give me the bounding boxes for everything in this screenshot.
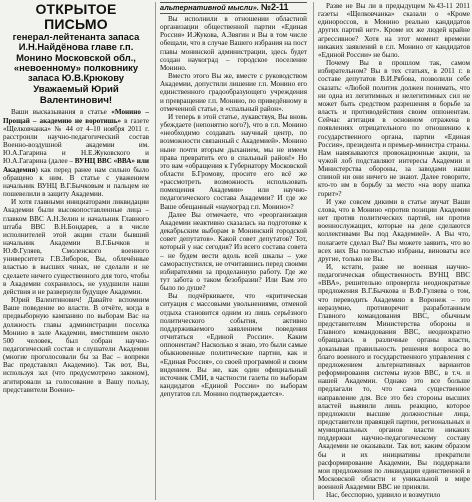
paragraph: Вместо этого Вы же, вместе с руководством Академии, допустили лишение г.п. Монино его единственного градообразующего учреждения и превращение г.п. Монино, по приведённому в отмеченной статье, в «спальный район». xyxy=(160,72,307,113)
column-divider xyxy=(155,2,156,500)
paragraph: Почему Вы в прошлом так, самом избирательном? Вы в тех статьях, в 2011 г. в составе депутатов В.И.Рябова, позволили себе сказать: «Любой политик должен понимать, что ни одна из легитимных и нелегитимных сил не может быть средством разрешения в борьбе за власть и противодействия своим оппонентам. Сейчас агитация в основном отражена в появлениях отрицательного по отношению к государственного органа, партии «Единая Россия», президента и премьер-министра страны. Нам навязываются провокационные акции, за чужой лоб подставляют интересы Академии и Министерства обороны, за заводами наши спиной ни они ничего не знают. Далее говорите, кто-то им в борьбу за место «на вору шапка горит»? xyxy=(318,59,470,198)
column-middle xyxy=(160,2,307,500)
paragraph: Вы исполнили в отношении областной организации общественной партии «Единая Россия» И.Жукова, А.Звягин и Вы в том числе обещали, что в случае Вашего избрания на пост главы монинской администрации, здесь будет создан наукоград – городское поселение Монино. xyxy=(160,15,307,72)
column-right xyxy=(318,2,470,500)
letter-subtitle: генерал-лейтенанта запаса И.Н.Найдёнова главе г.п. Монино Московской обл., «невоенному» полковнику запаса Ю.В.Крюкову xyxy=(12,31,140,84)
column-divider xyxy=(313,2,314,500)
paragraph: Юрий Валентинович! Давайте вспомним Ваше поведение во власти. В отчёте, когда в предвыборную кампанию по выборам Вас на должность главы администрации поселка Монино в зале Академии, вместившем около 500 человек, был собран научно-педагогический состав и слушатели Академии (многие проголосовали бы за Вас – вопреки Вас представлял Академию). Так вот, Вы, используя зал (что предусмотрено законом), агитировали за голосование в Вашу пользу, представители Военно- xyxy=(3,296,149,394)
paragraph: И теперь в этой статье, лукавствуя, Вы вновь убеждаете (непонятно кого?), что в г.п. Монино «необходимо создавать научный центр, по возможности связанный с Академией». Монино ныне почти вторым дыханием, мы не имеем права превратить его в спальный район!» Но это вам «обращения к Губернатору Московской области Б.Громову, просите его всё же «рассмотреть возможность использовать помещения Академии» или научно-педагогического состава Академии? И где же Ваше обещанный «наукоград г.п. Монино»? xyxy=(160,112,307,211)
letter-title: ОТКРЫТОЕ ПИСЬМО xyxy=(35,2,117,32)
paragraph: И, кстати, разве не военная научно-педагогическая общественность ВУНЦ ВВС «ВВА», решительно опровергла неоднократные предложения В.Г.Бычкова и В.Ф.Гуляева о том, что переводить Академию в Воронеж – это неразумно, противоречит разработанным Главного командования ВВС, обычным представителям Министерства обороны и Главного командования ВВС, неоднократно обращалась в различные органы власти, доказывая правильность решения вопроса во благо военного и государственного управления с предложением альтернативных вариантов реформирования системы вузов ВВС, в т.ч. и нашей Академии. Однако это все больше предлагали то, что сама существенное направление для. Все это без стороны высших властей выявили лишь реакцию, которое предложили высшие должностные лица, представители правящей партии, региональных и муниципальных органов власти никаких поддержки научно-педагогическому составу Академии не оказывали. Так вот, каким образом бы и их инициативы прекратили расформирование Академии, Вы поддержали мои предложения по ликвидации единственной в Московской области и уникальной в мире военной Академии ВВС не приняли. xyxy=(318,263,470,492)
paragraph: Ваши высказывания в статье «Монино – Прощай – академию не воротишь» в газете «Щелковчанка» № 44 от 4–10 ноября 2011 г. расстроили научно-педагогический состав Военно-воздушной академии им. Ю.А.Гагарина и Н.Е.Жуковского и Ю.А.Гагарина (далее – ВУНЦ ВВС «ВВА» или Академия) как перед ранее нам сильно было обращено к ним. В статье с уважением начальник ВУНЦ В.Г.Бычковым и пальцем не пошевелили в защиту Академии. xyxy=(3,108,149,199)
paragraph: И уже совсем дикими в статье звучат Ваши слова, что в Монино «против позиции Академии нет против политических партий, ни против военнослужащих, которые на деле сделаются коллективами Вы под Академией». А Вы что, полагаете сделал Вы? Вы можете заявить, что во всех них Вы полностью избраны, виноваты все другие, только не Вы. xyxy=(318,197,470,263)
paragraph: И хотя главными инициаторами ликвидации Академии были высокопоставленные лица – главком ВВС А.Н.Зелин и начальник Главного штаба ВВС В.Н.Бондарев, а в числе исполнителей этой акции стали бывший начальник Академии В.Г.Бычков и Ю.Ф.Гуляев, Смоленского военного университета Г.В.Зиборов, Вы, облечённые властью в высших чинах, не сделали и не сделаете ничего существенного для того, чтобы в Академии сохранилось, не ухудшили наши действия и не развернули будущее Академии. xyxy=(3,198,149,296)
paragraph: Вы подчёркиваете, что «критическая ситуация с массовыми увольнениями, отменой отдыха становится одним из лишь серьёзного политического события, активно поддерживаемого заявлением поведения отчитаться «Единой России». Каким оппонентам? Насколько я знаю, это были самые обыкновенные политические партии, как и «Единая Россия», со своей программой и своим видением. Вы же, как один официальный источник СМИ, в частности газеты по выборам кандидатов «Единой России» по выборам депутатов г.п. Монино подтверждается». xyxy=(160,292,307,399)
paragraph: Разве не Вы ли в предыдущем №43-11 2011 газеты «Щелковчанка» сказали о «Кроме единороссов, в Монино реально кандидатов других партий нет». Кроме их же людей крайне агрессивное? Хотя на этот момент времени никаких заявлений в г.п. Монино от кандидатов «Единой России» не было. xyxy=(318,2,470,59)
column-left xyxy=(3,2,149,500)
publication-banner: альтернативной мысли». №2-11 xyxy=(160,2,307,14)
paragraph: Нас, бесспорно, удивило и возмутило xyxy=(326,491,441,500)
letter-greeting: Уважаемый Юрий Валентинович! xyxy=(33,84,119,106)
paragraph: Далее Вы отмечаете, что «реорганизация Академии неактивно сказалась на подготовке к декабрьским выборам в Монинский городской совет депутатов». Какой совет депутатов? Тот, который у нас сегодня? Из всего состава совета – не будем вести вдоль всей шкалы – уже самораспустился, не отчитавшись перед своими избирателями за проделанную работу. Где же тут забота о таком безобразии? Или Вам это было по душе? xyxy=(160,210,307,293)
